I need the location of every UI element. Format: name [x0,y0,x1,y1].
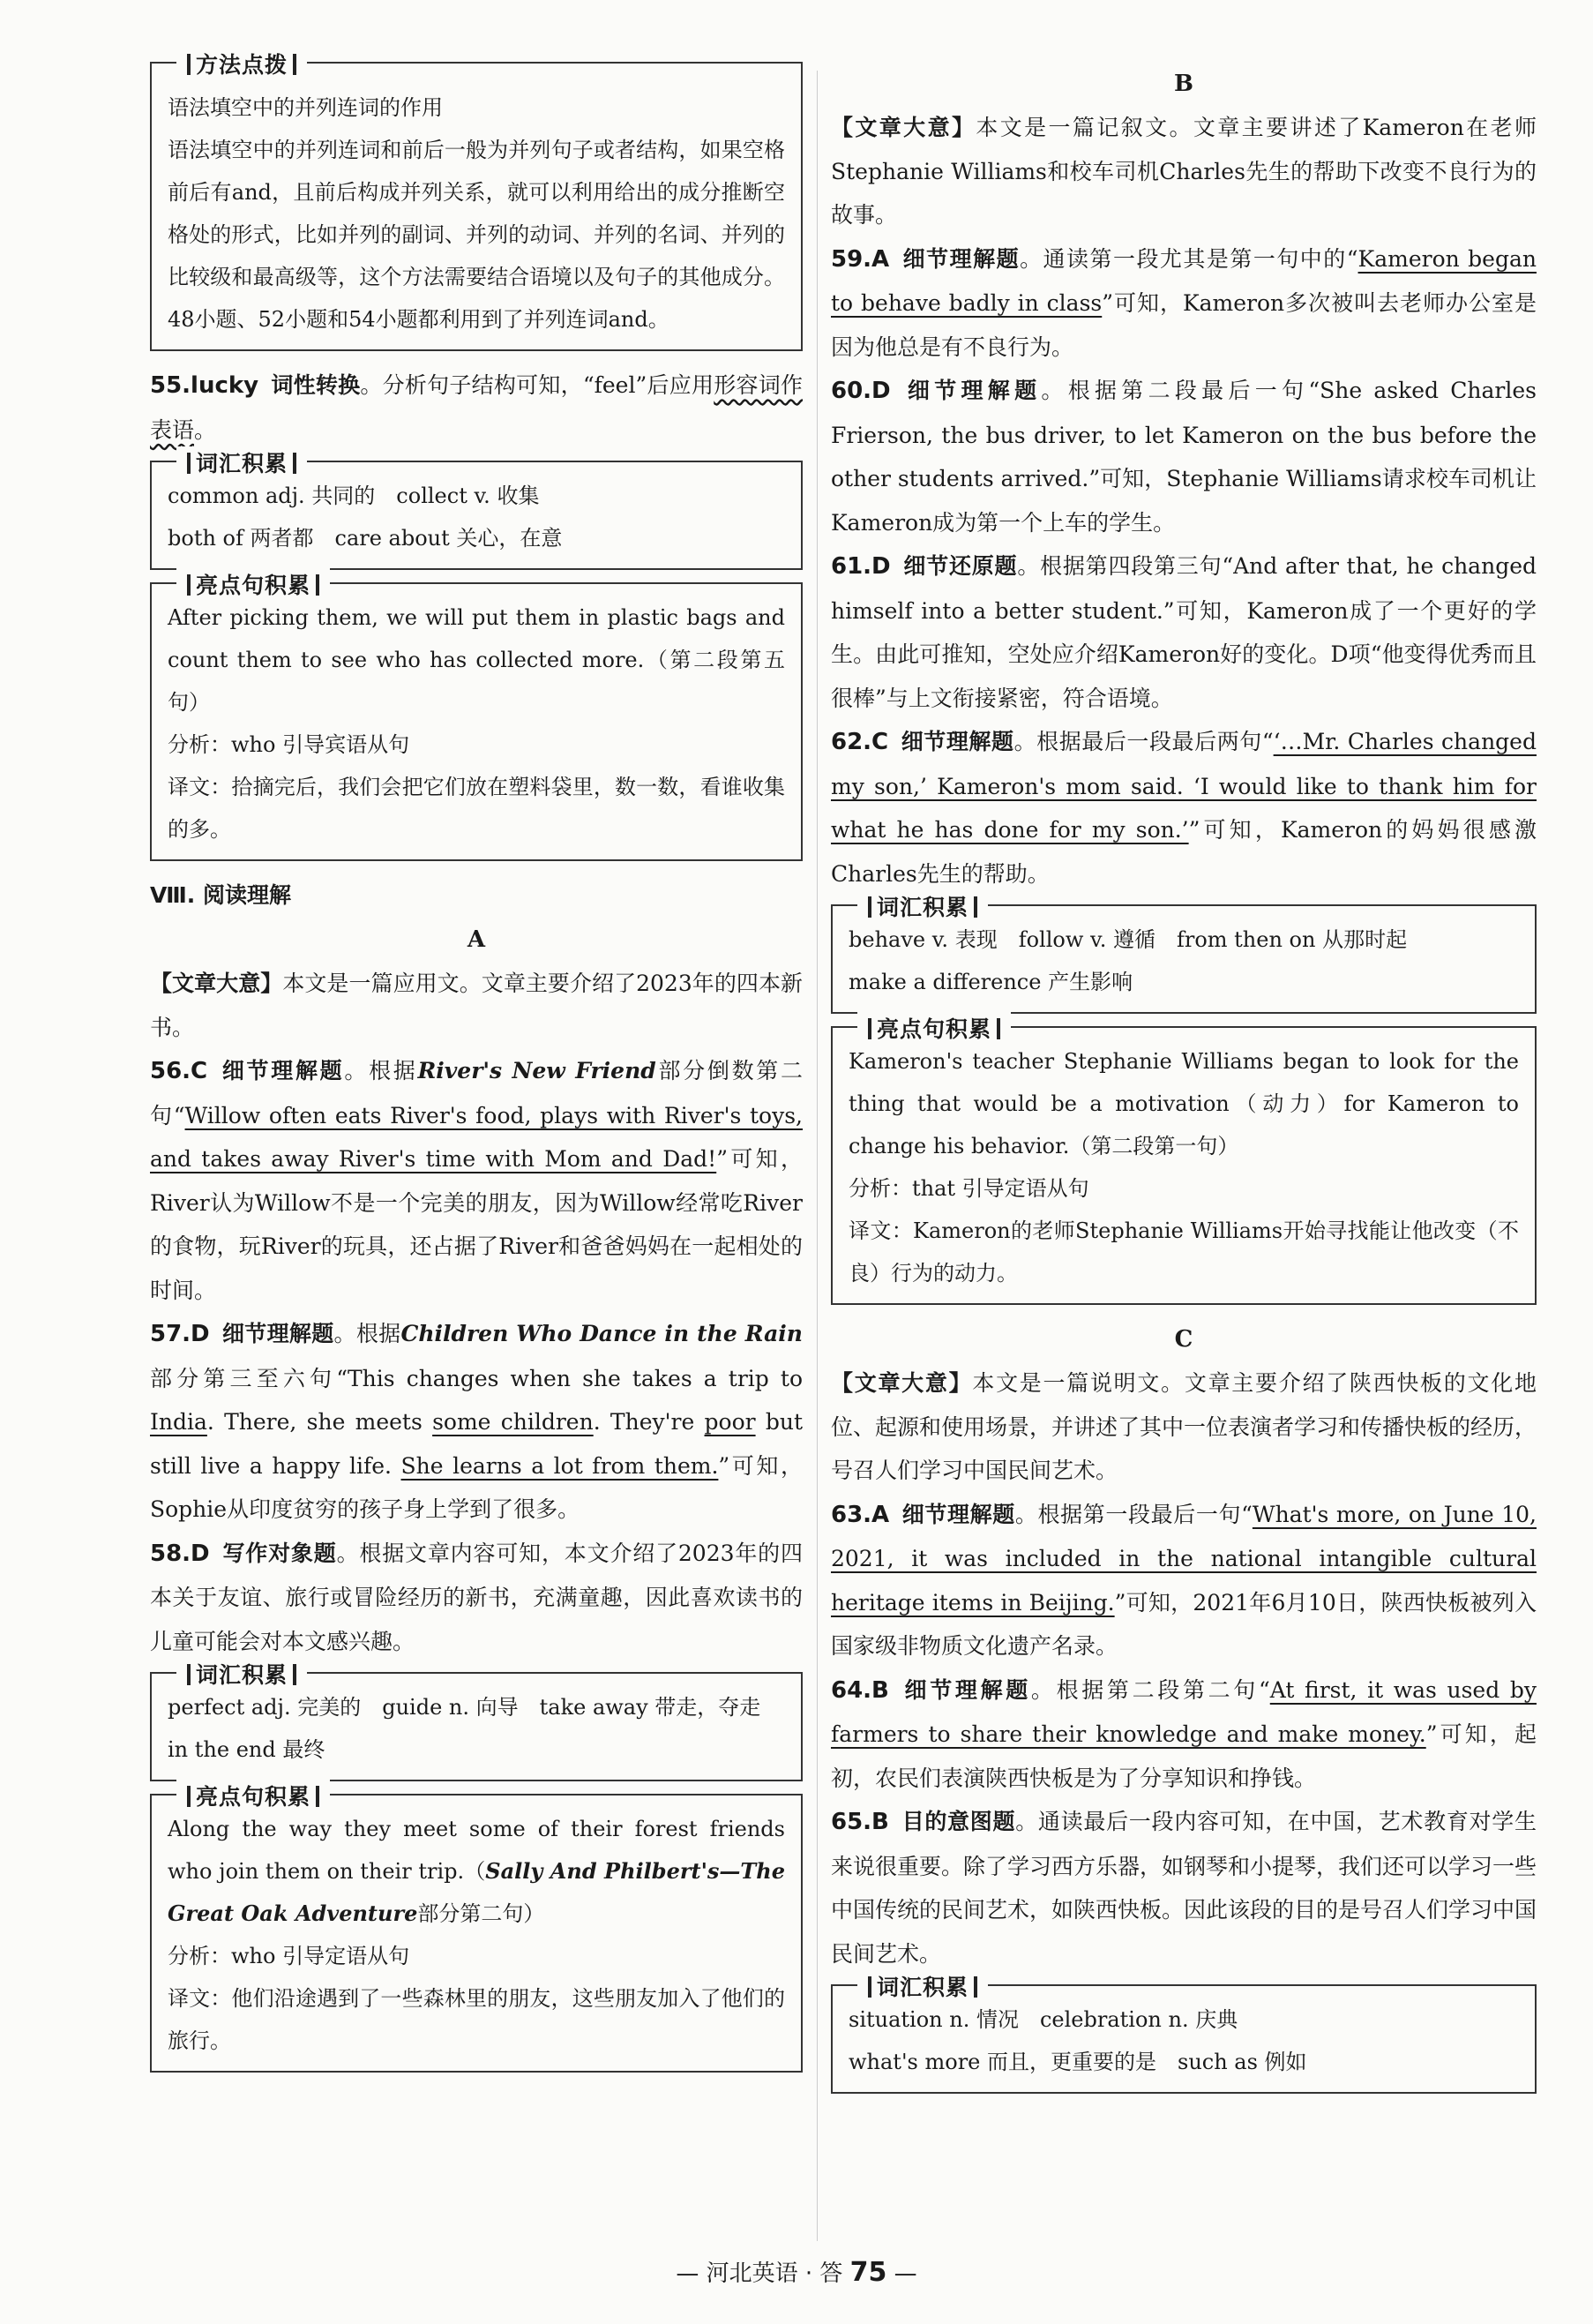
method-box-title: 方法点拨 [176,48,307,79]
method-box-line-2: 语法填空中的并列连词和前后一般为并列句子或者结构，如果空格前后有and，且前后构成并列关系，就可以利用给出的成分推断空格处的形式，比如并列的副词、并列的动词、并列的名词、并列的比较级和最高级等，这个方法需要结合语境以及句子的其他成分。48小题、52小题和54小题都利用到了并列连词and。 [168,138,785,332]
highlight-box-title: 亮点句积累 [857,1012,1011,1044]
method-box-line-1: 语法填空中的并列连词的作用 [168,95,443,120]
highlight-box-58 [150,1784,803,2073]
highlight-sentence: Kameron's teacher Stephanie Williams began to look for the thing that would be a motivation（动力）for Kameron to change his behavior.（第二段第一句） [849,1049,1519,1158]
question-60: 60.D 细节理解题。根据第二段最后一句“She asked Charles Frierson, the bus driver, to let Kameron on the bus before the other students arrived.”可知，Stephanie Williams请求校车司机让Kameron成为第一个上车的学生。 [831,378,1537,536]
vocab-line: perfect adj. 完美的 guide n. 向导 take away 带走，夺走 [168,1695,761,1720]
vocab-line: behave v. 表现 follow v. 遵循 from then on 从那时起 [849,927,1408,952]
vocab-box-55 [150,451,803,570]
question-64: 64.B 细节理解题。根据第二段第二句“At first, it was used by farmers to share their knowledge and make money.”可知，起初，农民们表演陕西快板是为了分享知识和挣钱。 [831,1676,1537,1791]
part-a-heading: A [467,926,486,953]
a-summary: 【文章大意】本文是一篇应用文。文章主要介绍了2023年的四本新书。 [150,971,803,1040]
method-box [150,52,803,351]
question-56: 56.C 细节理解题。根据River's New Friend部分倒数第二句“Willow often eats River's food, plays with River's toys, and takes away River's time with Mom and Dad!”可知，River认为Willow不是一个完美的朋友，因为Willow经常吃River的食物，玩River的玩具，还占据了River和爸爸妈妈在一起相处的时间。 [150,1058,804,1303]
vocab-box-title: 词汇积累 [176,446,307,478]
highlight-analysis: 分析：who 引导宾语从句 [168,732,410,757]
question-type: 词性转换 [271,372,361,398]
highlight-translation: 译文：拾摘完后，我们会把它们放在塑料袋里，数一数，看谁收集的多。 [168,775,785,842]
highlight-box-title: 亮点句积累 [176,1780,330,1811]
question-65: 65.B 目的意图题。通读最后一段内容可知，在中国，艺术教育对学生来说很重要。除了学习西方乐器，如钢琴和小提琴，我们还可以学习一些中国传统的民间艺术，如陕西快板。因此该段的目的是号召人们学习中国民间艺术。 [831,1809,1537,1967]
vocab-box-title: 词汇积累 [176,1658,307,1690]
highlight-box-title: 亮点句积累 [176,568,330,600]
page-footer: — 河北英语 · 答 75 — [676,2257,917,2288]
vocab-line: situation n. 情况 celebration n. 庆典 [849,2007,1238,2032]
question-59: 59.A 细节理解题。通读第一段尤其是第一句中的“Kameron began to behave badly in class”可知，Kameron多次被叫去老师办公室是因为他总是有不良行为。 [831,245,1537,360]
vocab-line: common adj. 共同的 collect v. 收集 [168,484,540,508]
highlight-analysis: 分析：that 引导定语从句 [849,1176,1089,1201]
column-divider [817,71,818,2241]
question-58: 58.D 写作对象题。根据文章内容可知，本文介绍了2023年的四本关于友谊、旅行或冒险经历的新书，充满童趣，因此喜欢读书的儿童可能会对本文感兴趣。 [150,1540,803,1654]
vocab-box-title: 词汇积累 [857,890,988,922]
vocab-box-65 [831,1975,1537,2094]
left-column [150,52,804,2085]
right-column [831,62,1537,2106]
highlight-box-62 [831,1016,1537,1305]
b-summary: 【文章大意】本文是一篇记叙文。文章主要讲述了Kameron在老师Stephanie Williams和校车司机Charles先生的帮助下改变不良行为的故事。 [831,115,1537,228]
highlight-sentence: Along the way they meet some of their forest friends who join them on their trip.（Sally And Philbert's—The Great Oak Adventure部分第二句） [168,1817,786,1926]
vocab-line: in the end 最终 [168,1737,325,1762]
highlight-sentence: After picking them, we will put them in plastic bags and count them to see who has collected more.（第二段第五句） [168,605,785,715]
vocab-box-title: 词汇积累 [857,1970,988,2002]
question-63: 63.A 细节理解题。根据第一段最后一句“What's more, on June 10, 2021, it was included in the national intangible cultural heritage items in Beijing.”可知，2021年6月10日，陕西快板被列入国家级非物质文化遗产名录。 [831,1501,1537,1659]
highlight-translation: 译文：他们沿途遇到了一些森林里的朋友，这些朋友加入了他们的旅行。 [168,1986,785,2053]
highlight-translation: 译文：Kameron的老师Stephanie Williams开始寻找能让他改变（不良）行为的动力。 [849,1218,1519,1286]
page-number: 75 [849,2257,887,2288]
highlight-box-55 [150,573,803,861]
c-summary: 【文章大意】本文是一篇说明文。文章主要介绍了陕西快板的文化地位、起源和使用场景，并讲述了其中一位表演者学习和传播快板的经历，号召人们学习中国民间艺术。 [831,1370,1537,1483]
question-61: 61.D 细节还原题。根据第四段第三句“And after that, he changed himself into a better student.”可知，Kameron成了一个更好的学生。由此可推知，空处应介绍Kameron好的变化。D项“他变得优秀而且很棒”与上文衔接紧密，符合语境。 [831,553,1537,711]
question-number: 55.lucky [150,372,259,399]
question-57: 57.D 细节理解题。根据Children Who Dance in the Rain部分第三至六句“This changes when she takes a trip to India. There, she meets some children. They're poor but still live a happy life. She learns a lot from them.”可知，Sophie从印度贫穷的孩子身上学到了很多。 [150,1321,803,1522]
question-55: 55.lucky 词性转换。分析句子结构可知，“feel”后应用形容词作表语。 [150,372,803,443]
part-c-heading: C [1174,1326,1193,1353]
vocab-box-58 [150,1662,803,1781]
vocab-line: what's more 而且，更重要的是 such as 例如 [849,2050,1307,2074]
section-heading: Ⅷ. 阅读理解 [150,882,292,908]
vocab-line: both of 两者都 care about 关心，在意 [168,526,563,551]
vocab-box-62 [831,895,1537,1014]
highlight-analysis: 分析：who 引导定语从句 [168,1944,410,1968]
question-62: 62.C 细节理解题。根据最后一段最后两句“‘…Mr. Charles changed my son,’ Kameron's mom said. ‘I would like to thank him for what he has done for my son.’”可知，Kameron的妈妈很感激Charles先生的帮助。 [831,729,1537,887]
part-b-heading: B [1174,71,1193,97]
vocab-line: make a difference 产生影响 [849,970,1133,994]
